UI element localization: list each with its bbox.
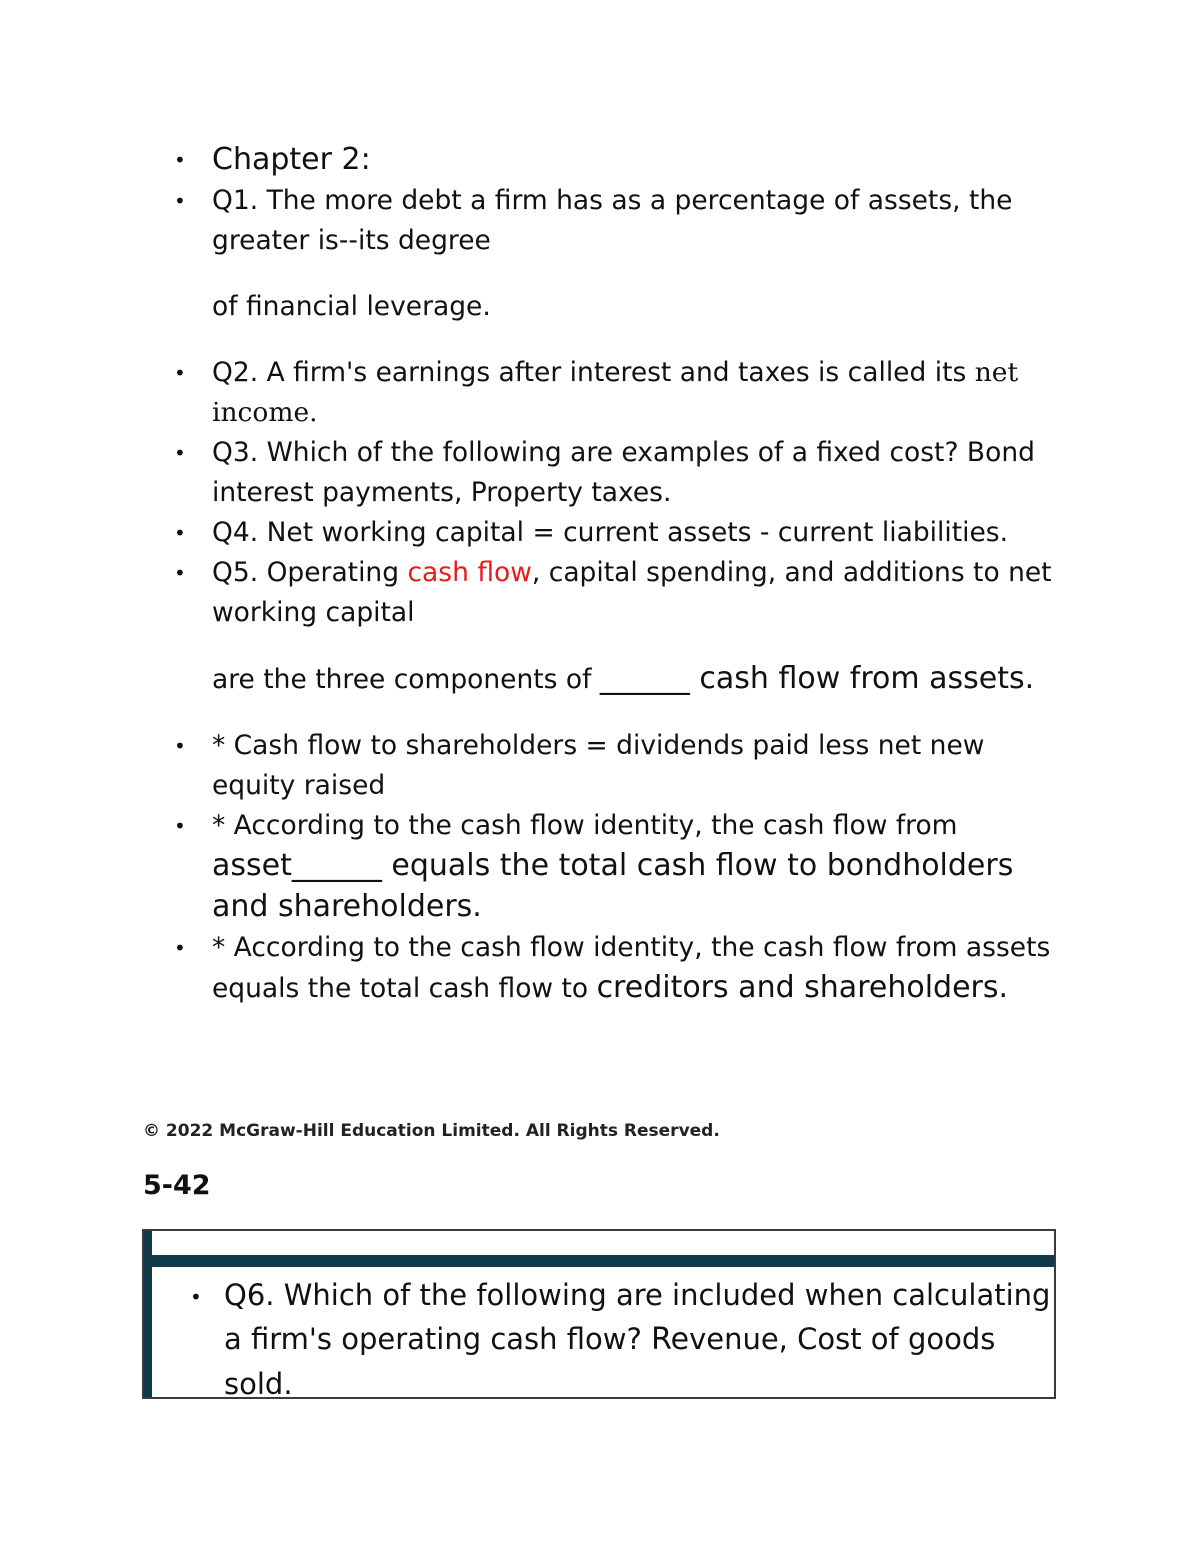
list-item-q1	[174, 181, 1074, 261]
q2-answer: net income.	[212, 357, 1019, 428]
list-item-chapter	[174, 140, 1074, 181]
q5-post: , capital spending, and additions to net working capital	[212, 557, 1052, 628]
list-item-b1	[174, 726, 1074, 806]
q5-cont-a: are the three components of	[212, 664, 600, 695]
q1-cont-text: of financial leverage.	[212, 291, 491, 322]
list-item-q4	[174, 513, 1074, 553]
q4-text: Q4. Net working capital = current assets - current liabilities.	[212, 517, 1009, 548]
q1-text: Q1. The more debt a firm has as a percentage of assets, the greater is--its degree	[212, 185, 1013, 256]
slide-box	[142, 1229, 1056, 1399]
list-item-b3	[174, 928, 1074, 1009]
list-item-q5	[174, 553, 1074, 633]
list-item-q3	[174, 433, 1074, 513]
copyright-notice: © 2022 McGraw-Hill Education Limited. All Rights Reserved.	[143, 1121, 720, 1141]
chapter-heading: Chapter 2:	[212, 142, 371, 177]
b1-text: * Cash flow to shareholders = dividends paid less net new equity raised	[212, 730, 985, 801]
page-number: 5-42	[143, 1170, 211, 1201]
q6-text: Q6. Which of the following are included when calculating a firm's operating cash flow?	[224, 1278, 1051, 1356]
b3-big: creditors and shareholders.	[596, 970, 1009, 1005]
q5-highlight: cash flow	[407, 557, 532, 588]
q6-re: Re	[651, 1322, 690, 1357]
b3-text: * According to the cash flow identity, the cash flow from assets equals the total cash flow to	[212, 932, 1051, 1004]
q6-rest: venue, Cost of goods sold.	[224, 1322, 996, 1401]
accent-bar-top	[144, 1255, 1054, 1267]
q5-cont-b: ______ cash flow from assets.	[599, 661, 1035, 696]
list-item-b2	[174, 806, 1074, 928]
list-item-q2	[174, 353, 1074, 433]
list-item-q6	[190, 1273, 1054, 1406]
notes-list	[174, 140, 1074, 1009]
b2-big: asset______ equals the total cash flow to bondholders and shareholders.	[212, 848, 1014, 924]
q2-text: Q2. A firm's earnings after interest and taxes is called its	[212, 357, 975, 388]
q5-continuation	[174, 659, 1074, 700]
q3-text: Q3. Which of the following are examples of a fixed cost? Bond interest payments, Property taxes.	[212, 437, 1035, 508]
b2-text: * According to the cash flow identity, the cash flow from	[212, 810, 958, 841]
q5-pre: Q5. Operating	[212, 557, 408, 588]
q1-continuation	[174, 287, 1074, 327]
